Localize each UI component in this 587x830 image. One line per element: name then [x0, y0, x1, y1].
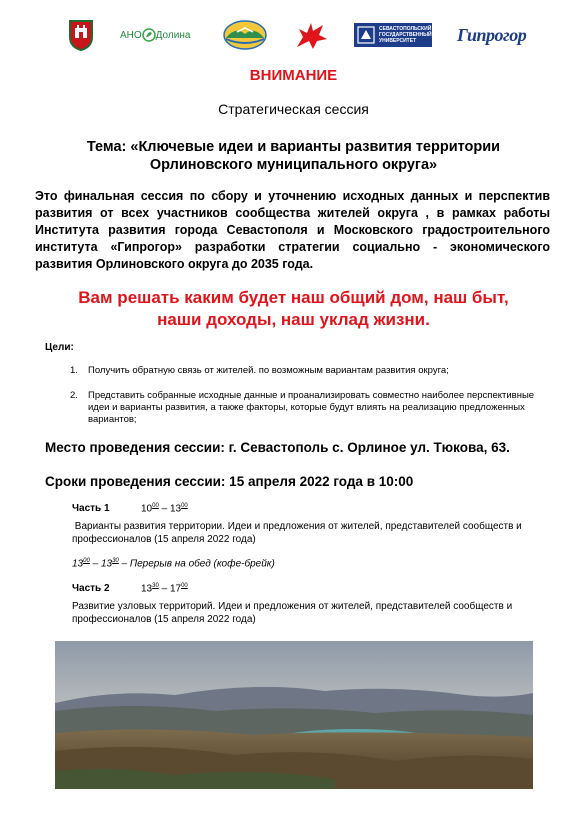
goal-text: Представить собранные исходные данные и проанализировать совместно наиболее перспективные идеи и варианты развития, а также факторы, которые будут влиять на реализацию предложенных вариантов; [88, 390, 535, 425]
goal-item [70, 390, 540, 426]
part1-time: $10^{00} - 13^{00}$ [141, 503, 188, 515]
orlinoe-emblem-logo [223, 18, 267, 52]
giprogor-wordmark: Гипрогор [457, 24, 527, 45]
topic-line2: Орлиновского муниципального округа» [149, 157, 438, 173]
slogan-line1: Вам решать каким будет наш общий дом, наш быт, [78, 288, 509, 307]
sevgu-line1: СЕВАСТОПОЛЬСКИЙ [379, 26, 432, 32]
part2-description: Развитие узловых территорий. Идеи и предложения от жителей, представителей сообществ и профессионалов (15 апреля 2022 года) [72, 601, 513, 625]
ano-prefix: АНО [120, 29, 142, 41]
giprogor-logo [457, 18, 526, 52]
lunch-break: $13^{00} - 13^{30}$ – Перерыв на обед (кофе-брейк) [72, 558, 275, 570]
session-dates: Сроки проведения сессии: 15 апреля 2022 года в 10:00 [45, 474, 414, 489]
part1-label: Часть 1 [72, 503, 110, 514]
goal-item [70, 365, 540, 377]
goal-number: 1. [70, 365, 78, 376]
sevgu-logo [354, 18, 432, 52]
session-subtitle: Стратегическая сессия [218, 101, 369, 117]
topic-line1: Тема: «Ключевые идеи и варианты развития территории [86, 139, 501, 155]
sevgu-emblem-icon [357, 26, 375, 44]
sevgu-line3: УНИВЕРСИТЕТ [379, 38, 417, 44]
ano-name: Долина [155, 29, 191, 41]
attention-heading: ВНИМАНИЕ [249, 67, 338, 84]
slogan-line2: наши доходы, наш уклад жизни. [157, 310, 430, 329]
logo-row [60, 18, 540, 52]
slogan [40, 287, 547, 331]
griffin-logo [293, 18, 329, 52]
intro-paragraph: Это финальная сессия по сбору и уточнению исходных данных и перспектив развития от всех участников сообщества жителей округа , в рамках работы Института развития города Севастополя и Московского градостроительного института «Гипрогор» разработки стратегии социально - экономического развития Орлиновского округа до 2035 года. [35, 189, 550, 271]
session-place: Место проведения сессии: г. Севастополь с. Орлиное ул. Тюкова, 63. [45, 440, 510, 455]
coat-of-arms-logo [68, 18, 94, 52]
part2-label: Часть 2 [72, 583, 110, 594]
goals-label: Цели: [45, 342, 74, 353]
valley-landscape-photo [55, 641, 533, 789]
sevgu-line2: ГОСУДАРСТВЕННЫЙ [379, 32, 432, 38]
part1-description: Варианты развития территории. Идеи и предложения от жителей, представителей сообществ и профессионалов (15 апреля 2022 года) [72, 521, 522, 545]
goal-number: 2. [70, 390, 78, 401]
leaf-icon [142, 28, 156, 42]
goal-text: Получить обратную связь от жителей. по возможным вариантам развития округа; [88, 365, 449, 376]
topic-heading [40, 138, 547, 174]
part2-time: $13^{30} - 17^{00}$ [141, 583, 188, 595]
ano-dolina-logo [120, 18, 190, 52]
